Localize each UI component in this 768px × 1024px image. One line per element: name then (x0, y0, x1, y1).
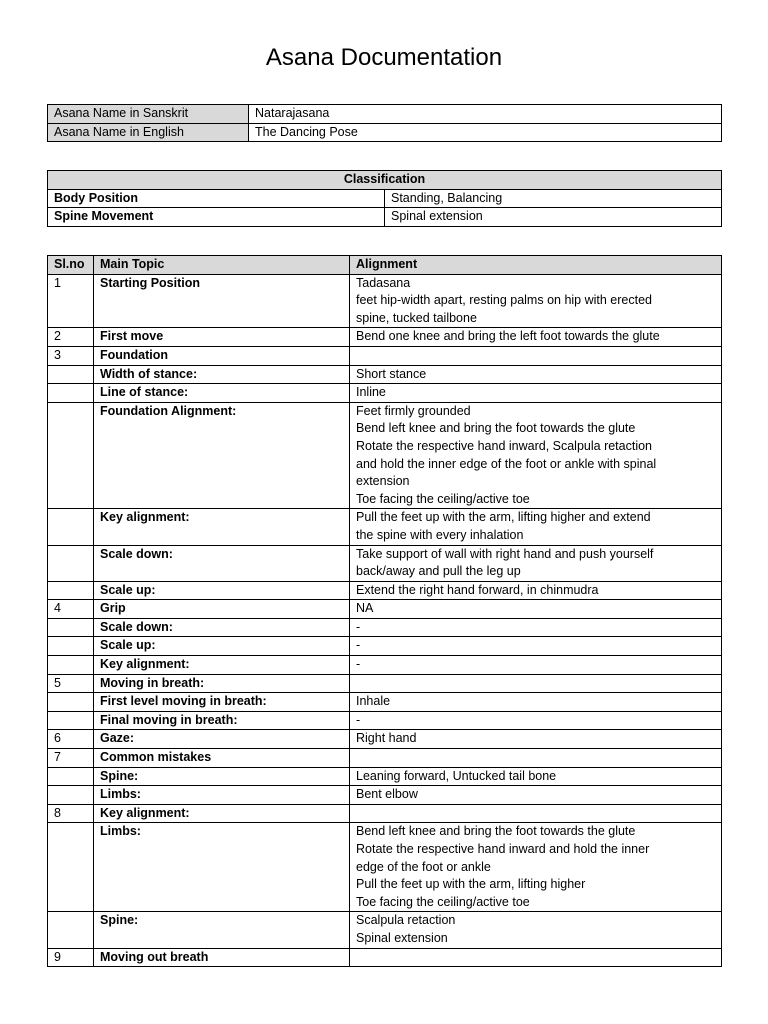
alignment-cell (350, 749, 722, 768)
table-row (48, 509, 722, 545)
alignment-line: Toe facing the ceiling/active toe (356, 491, 530, 506)
spine-movement-label: Spine Movement (48, 208, 385, 227)
table-row (48, 948, 722, 967)
alignment-line (356, 949, 715, 967)
slno-cell: 6 (48, 730, 94, 749)
table-row (48, 618, 722, 637)
body-position-value: Standing, Balancing (385, 189, 722, 208)
alignment-line: - (356, 712, 361, 727)
slno-cell (48, 365, 94, 384)
alignment-line: and hold the inner edge of the foot or ankle with spinal (356, 456, 657, 471)
page-title: Asana Documentation (265, 44, 503, 71)
english-name-value: The Dancing Pose (249, 123, 722, 142)
alignment-line (356, 347, 715, 365)
table-row (48, 749, 722, 768)
sanskrit-name-value: Natarajasana (249, 105, 722, 124)
main-topic-cell: Final moving in breath: (94, 711, 350, 730)
table-row (48, 711, 722, 730)
alignment-cell (350, 767, 722, 786)
column-header-main-topic: Main Topic (94, 256, 350, 275)
slno-cell (48, 767, 94, 786)
main-topic-cell: Spine: (94, 767, 350, 786)
alignment-line: Leaning forward, Untucked tail bone (356, 768, 557, 783)
slno-cell (48, 711, 94, 730)
slno-cell: 1 (48, 274, 94, 328)
classification-table (47, 170, 722, 227)
main-topic-cell: Scale down: (94, 545, 350, 581)
main-topic-cell: Scale up: (94, 581, 350, 600)
main-topic-cell: Moving in breath: (94, 674, 350, 693)
alignment-line: extension (356, 474, 410, 489)
alignment-line: Bent elbow (356, 787, 418, 802)
main-topic-cell: Foundation Alignment: (94, 402, 350, 509)
english-name-label: Asana Name in English (48, 123, 249, 142)
alignment-line: Pull the feet up with the arm, lifting higher and extend (356, 510, 651, 525)
table-row (48, 105, 722, 124)
alignment-cell (350, 656, 722, 675)
main-topic-cell: Scale down: (94, 618, 350, 637)
slno-cell (48, 637, 94, 656)
slno-cell (48, 618, 94, 637)
alignment-line: Pull the feet up with the arm, lifting higher (356, 877, 586, 892)
alignment-line: edge of the foot or ankle (356, 859, 491, 874)
slno-cell: 3 (48, 346, 94, 365)
table-row (48, 328, 722, 347)
alignment-line: - (356, 619, 361, 634)
alignment-cell (350, 509, 722, 545)
slno-cell (48, 384, 94, 403)
slno-cell (48, 509, 94, 545)
alignment-cell (350, 804, 722, 823)
table-row (48, 912, 722, 948)
alignment-line: Bend left knee and bring the foot towards the glute (356, 421, 636, 436)
slno-cell (48, 402, 94, 509)
table-row (48, 274, 722, 328)
alignment-cell (350, 600, 722, 619)
main-topic-cell: Key alignment: (94, 804, 350, 823)
main-topic-cell: Gaze: (94, 730, 350, 749)
alignment-cell (350, 545, 722, 581)
slno-cell: 4 (48, 600, 94, 619)
table-row (48, 384, 722, 403)
main-topic-cell: Limbs: (94, 786, 350, 805)
alignment-line: the spine with every inhalation (356, 527, 524, 542)
alignment-line: Tadasana (356, 275, 411, 290)
alignment-line (356, 805, 715, 823)
table-row (48, 346, 722, 365)
main-topic-cell: Common mistakes (94, 749, 350, 768)
alignment-cell (350, 786, 722, 805)
alignment-line: Inline (356, 385, 386, 400)
body-position-label: Body Position (48, 189, 385, 208)
alignment-cell (350, 912, 722, 948)
alignment-line: Rotate the respective hand inward, Scalpula retaction (356, 438, 653, 453)
alignment-line (356, 675, 715, 693)
table-header-row (48, 256, 722, 275)
column-header-slno: Sl.no (48, 256, 94, 275)
alignment-line: NA (356, 601, 374, 616)
main-topic-cell: First move (94, 328, 350, 347)
table-row (48, 581, 722, 600)
table-row (48, 189, 722, 208)
alignment-cell (350, 365, 722, 384)
main-topic-cell: Line of stance: (94, 384, 350, 403)
slno-cell (48, 656, 94, 675)
alignment-cell (350, 823, 722, 912)
alignment-cell (350, 618, 722, 637)
table-row (48, 656, 722, 675)
main-topic-cell: Limbs: (94, 823, 350, 912)
table-row (48, 786, 722, 805)
alignment-line: Bend left knee and bring the foot towards the glute (356, 824, 636, 839)
alignment-cell (350, 346, 722, 365)
slno-cell (48, 693, 94, 712)
slno-cell: 2 (48, 328, 94, 347)
slno-cell (48, 581, 94, 600)
slno-cell: 9 (48, 948, 94, 967)
slno-cell (48, 823, 94, 912)
slno-cell (48, 545, 94, 581)
table-row (48, 674, 722, 693)
main-topic-cell: First level moving in breath: (94, 693, 350, 712)
spine-movement-value: Spinal extension (385, 208, 722, 227)
alignment-line: - (356, 657, 361, 672)
alignment-cell (350, 384, 722, 403)
slno-cell: 8 (48, 804, 94, 823)
table-row (48, 693, 722, 712)
alignment-table-body (48, 274, 722, 967)
table-row (48, 123, 722, 142)
alignment-line: spine, tucked tailbone (356, 310, 477, 325)
main-topic-cell: Key alignment: (94, 656, 350, 675)
main-topic-cell: Starting Position (94, 274, 350, 328)
alignment-cell (350, 730, 722, 749)
main-topic-cell: Foundation (94, 346, 350, 365)
classification-heading: Classification (48, 171, 722, 190)
alignment-line: Feet firmly grounded (356, 403, 471, 418)
column-header-alignment: Alignment (350, 256, 722, 275)
asana-names-table (47, 104, 722, 142)
alignment-line: Spinal extension (356, 930, 448, 945)
alignment-cell (350, 693, 722, 712)
slno-cell: 7 (48, 749, 94, 768)
alignment-line: Right hand (356, 731, 417, 746)
alignment-line: Short stance (356, 366, 427, 381)
sanskrit-name-label: Asana Name in Sanskrit (48, 105, 249, 124)
main-topic-cell: Key alignment: (94, 509, 350, 545)
alignment-cell (350, 637, 722, 656)
table-row (48, 730, 722, 749)
table-header-row (48, 171, 722, 190)
alignment-cell (350, 674, 722, 693)
table-row (48, 208, 722, 227)
table-row (48, 804, 722, 823)
alignment-line: Toe facing the ceiling/active toe (356, 894, 530, 909)
main-topic-cell: Width of stance: (94, 365, 350, 384)
main-topic-cell: Scale up: (94, 637, 350, 656)
main-topic-cell: Moving out breath (94, 948, 350, 967)
alignment-line: feet hip-width apart, resting palms on hip with erected (356, 293, 652, 308)
slno-cell (48, 912, 94, 948)
alignment-cell (350, 402, 722, 509)
table-row (48, 823, 722, 912)
alignment-line: - (356, 638, 361, 653)
table-row (48, 402, 722, 509)
alignment-line: Extend the right hand forward, in chinmudra (356, 582, 599, 597)
alignment-line: Bend one knee and bring the left foot towards the glute (356, 329, 660, 344)
alignment-line (356, 749, 715, 767)
alignment-table (47, 255, 722, 967)
main-topic-cell: Grip (94, 600, 350, 619)
alignment-line: Rotate the respective hand inward and hold the inner (356, 842, 650, 856)
alignment-cell (350, 274, 722, 328)
alignment-cell (350, 711, 722, 730)
alignment-cell (350, 948, 722, 967)
slno-cell (48, 786, 94, 805)
alignment-cell (350, 581, 722, 600)
table-row (48, 545, 722, 581)
table-row (48, 365, 722, 384)
alignment-line: back/away and pull the leg up (356, 564, 521, 579)
table-row (48, 767, 722, 786)
alignment-line: Inhale (356, 694, 391, 709)
main-topic-cell: Spine: (94, 912, 350, 948)
alignment-cell (350, 328, 722, 347)
alignment-line: Scalpula retaction (356, 913, 456, 928)
slno-cell: 5 (48, 674, 94, 693)
table-row (48, 637, 722, 656)
table-row (48, 600, 722, 619)
alignment-line: Take support of wall with right hand and push yourself (356, 546, 654, 561)
